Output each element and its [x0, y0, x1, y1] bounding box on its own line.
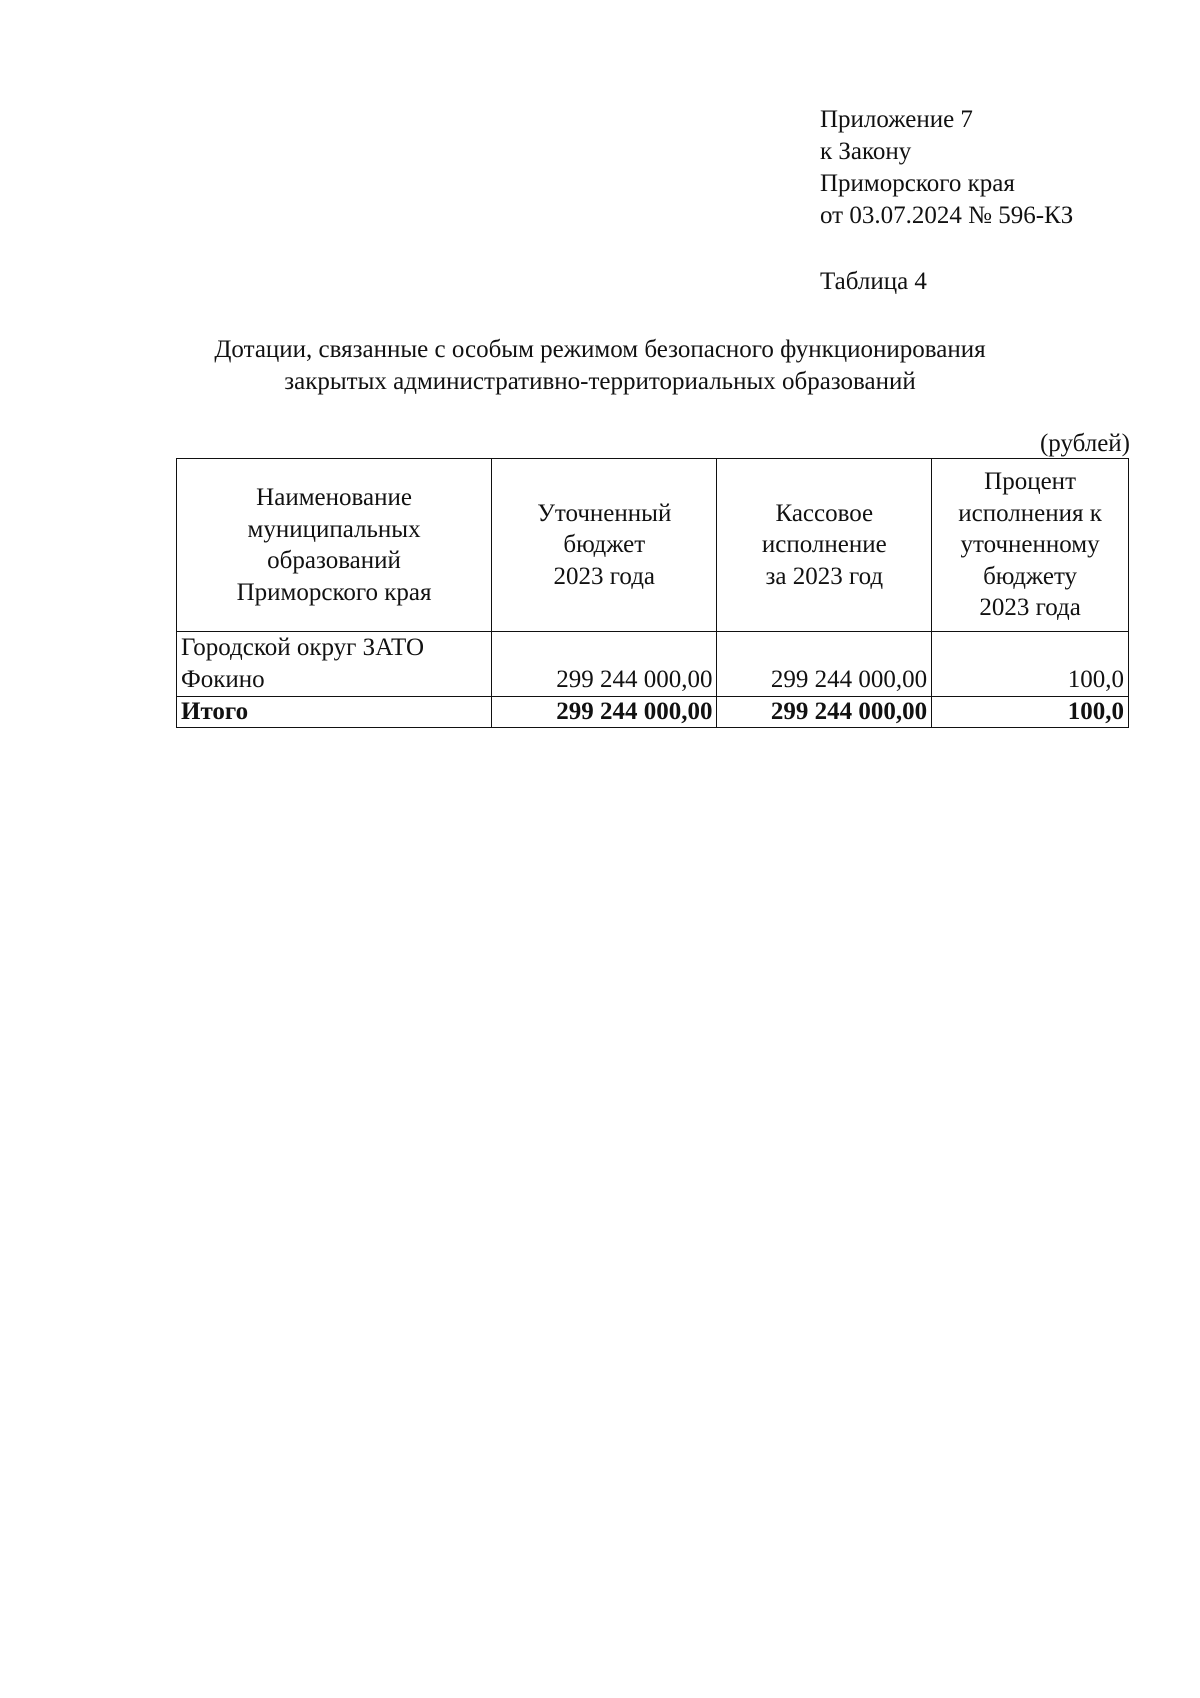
appendix-line: к Закону — [820, 138, 912, 165]
cell-percent: 100,0 — [932, 632, 1129, 697]
header-line: Процент — [984, 468, 1076, 496]
header-line: уточненному — [960, 531, 1100, 559]
cell-line: Городской округ ЗАТО — [181, 634, 425, 661]
table-number-label: Таблица 4 — [820, 268, 927, 295]
cell-total-budget: 299 244 000,00 — [492, 697, 717, 728]
header-line: бюджету — [983, 562, 1078, 590]
header-line: за 2023 год — [765, 562, 884, 590]
header-line: исполнение — [761, 531, 887, 559]
appendix-block — [820, 104, 1073, 232]
appendix-line: Приложение 7 — [820, 106, 973, 133]
header-line: 2023 года — [553, 562, 656, 590]
header-line: Наименование — [256, 484, 412, 511]
header-line: Кассовое — [775, 499, 874, 527]
document-title — [150, 334, 1050, 398]
header-line: образований — [267, 547, 401, 574]
appendix-line: от 03.07.2024 № 596-КЗ — [820, 202, 1074, 229]
cell-municipality — [177, 632, 492, 697]
cell-budget: 299 244 000,00 — [492, 632, 717, 697]
units-label: (рублей) — [1039, 430, 1130, 457]
table-header-row — [177, 459, 1129, 632]
header-percent — [932, 459, 1129, 632]
table-row — [177, 632, 1129, 697]
document-title-line: закрытых административно-территориальных образований — [284, 368, 916, 395]
header-budget — [492, 459, 717, 632]
cell-total-label: Итого — [177, 697, 492, 728]
cell-line: Фокино — [181, 666, 265, 693]
header-line: Уточненный — [537, 499, 672, 527]
header-line: исполнения к — [958, 499, 1102, 527]
appendix-line: Приморского края — [820, 170, 1015, 197]
header-municipality — [177, 459, 492, 632]
subsidies-table — [176, 458, 1129, 728]
header-line: Приморского края — [236, 578, 432, 606]
header-execution — [717, 459, 932, 632]
cell-execution: 299 244 000,00 — [717, 632, 932, 697]
cell-total-percent: 100,0 — [932, 697, 1129, 728]
document-title-line: Дотации, связанные с особым режимом безопасного функционирования — [214, 336, 986, 363]
table-total-row — [177, 697, 1129, 728]
header-line: 2023 года — [979, 594, 1081, 622]
cell-total-execution: 299 244 000,00 — [717, 697, 932, 728]
header-line: муниципальных — [247, 515, 421, 543]
header-line: бюджет — [563, 531, 646, 559]
